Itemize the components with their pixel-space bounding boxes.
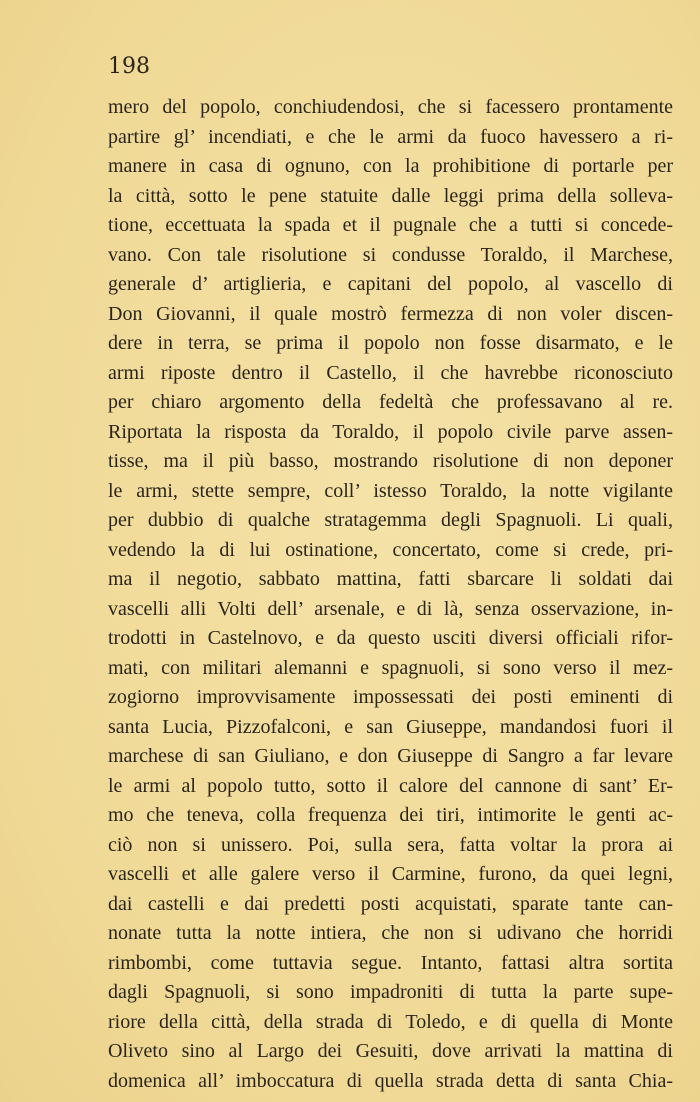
text-line: vedendo la di lui ostinatione, concertato, come si crede, pri-: [108, 538, 673, 561]
text-line: rimbombi, come tuttavia segue. Intanto, fattasi altra sortita: [108, 951, 673, 974]
text-line: dere in terra, se prima il popolo non fosse disarmato, e le: [108, 332, 673, 354]
text-line: le armi, stette sempre, coll’ istesso Toraldo, la notte vigilante: [108, 479, 673, 502]
text-line: le armi al popolo tutto, sotto il calore del cannone di sant’ Er-: [108, 774, 673, 797]
text-line: mati, con militari alemanni e spagnuoli, si sono verso il mez-: [108, 656, 673, 679]
text-line: ma il negotio, sabbato mattina, fatti sbarcare li soldati dai: [108, 568, 673, 590]
text-line: Riportata la risposta da Toraldo, il popolo civile parve assen-: [108, 420, 673, 443]
text-line: Oliveto sino al Largo dei Gesuiti, dove arrivati la mattina di: [108, 1040, 673, 1062]
text-line: vascelli et alle galere verso il Carmine, furono, da quei legni,: [108, 863, 673, 885]
text-line: trodotti in Castelnovo, e da questo usciti diversi officiali rifor-: [108, 627, 673, 649]
text-line: manere in casa di ognuno, con la prohibitione di portarle per: [108, 155, 673, 177]
text-line: mero del popolo, conchiudendosi, che si facessero prontamente: [108, 96, 673, 118]
text-line: riore della città, della strada di Toledo, e di quella di Monte: [108, 1010, 673, 1033]
text-line: ciò non si unissero. Poi, sulla sera, fatta voltar la prora ai: [108, 833, 673, 856]
text-line: tisse, ma il più basso, mostrando risolutione di non deponer: [108, 450, 673, 472]
text-line: dagli Spagnuoli, si sono impadroniti di tutta la parte supe-: [108, 981, 673, 1003]
text-line: nonate tutta la notte intiera, che non si udivano che horridi: [108, 922, 673, 944]
text-line: zogiorno improvvisamente impossessati dei posti eminenti di: [108, 686, 673, 708]
text-line: partire gl’ incendiati, e che le armi da fuoco havessero a ri-: [108, 125, 673, 148]
text-line: per chiaro argomento della fedeltà che professavano al re.: [108, 391, 673, 413]
text-line: per dubbio di qualche stratagemma degli Spagnuoli. Li quali,: [108, 509, 673, 531]
text-line: domenica all’ imboccatura di quella strada detta di santa Chia-: [108, 1069, 673, 1092]
text-line: tione, eccettuata la spada et il pugnale che a tutti si concede-: [108, 214, 673, 236]
text-line: armi riposte dentro il Castello, il che havrebbe riconosciuto: [108, 361, 673, 384]
text-line: Don Giovanni, il quale mostrò fermezza di non voler discen-: [108, 302, 673, 325]
page-number: 198: [108, 54, 150, 79]
text-line: santa Lucia, Pizzofalconi, e san Giuseppe, mandandosi fuori il: [108, 715, 673, 738]
text-line: marchese di san Giuliano, e don Giuseppe di Sangro a far levare: [108, 745, 673, 767]
text-line: la città, sotto le pene statuite dalle leggi prima della solleva-: [108, 184, 673, 207]
text-line: vascelli alli Volti dell’ arsenale, e di là, senza osservazione, in-: [108, 597, 673, 620]
text-line: vano. Con tale risolutione si condusse Toraldo, il Marchese,: [108, 243, 673, 266]
body-text: [108, 93, 673, 1096]
text-line: dai castelli e dai predetti posti acquistati, sparate tante can-: [108, 892, 673, 915]
text-line: generale d’ artiglieria, e capitani del popolo, al vascello di: [108, 273, 673, 295]
text-line: mo che teneva, colla frequenza dei tiri, intimorite le genti ac-: [108, 804, 673, 826]
